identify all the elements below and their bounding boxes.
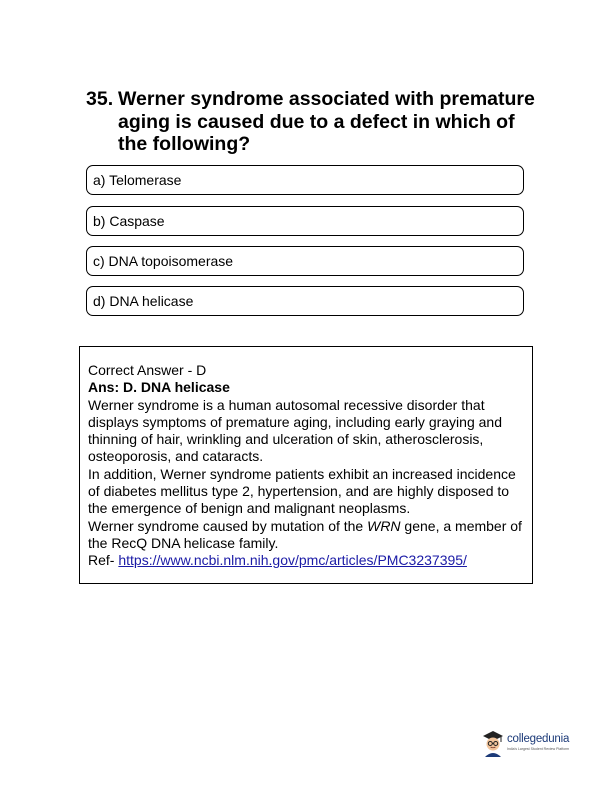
reference-line <box>88 552 524 569</box>
student-mascot-icon <box>482 728 504 758</box>
answer-explanation-box <box>79 346 533 584</box>
option-c[interactable]: c) DNA topoisomerase <box>86 246 524 276</box>
explanation-paragraph-3 <box>88 518 524 553</box>
question-heading <box>86 88 536 156</box>
collegedunia-logo <box>482 728 592 758</box>
logo-tagline: India's Largest Student Review Platform <box>507 747 570 751</box>
reference-label: Ref- <box>88 552 119 569</box>
correct-answer-line: Correct Answer - D <box>88 362 207 378</box>
paragraph-3-start: Werner syndrome caused by mutation of the <box>88 517 368 534</box>
gene-name: WRN <box>367 517 401 534</box>
reference-link[interactable]: https://www.ncbi.nlm.nih.gov/pmc/articles/PMC3237395/ <box>118 552 467 569</box>
option-b[interactable]: b) Caspase <box>86 206 524 236</box>
question-text: Werner syndrome associated with premature aging is caused due to a defect in which of the following? <box>118 88 535 155</box>
paragraph-3-end: gene, a member of the RecQ DNA helicase family. <box>88 517 522 551</box>
option-d[interactable]: d) DNA helicase <box>86 286 524 316</box>
option-a[interactable]: a) Telomerase <box>86 165 524 195</box>
explanation-paragraph-1: Werner syndrome is a human autosomal recessive disorder that displays symptoms of premature aging, including early graying and thinning of hair, wrinkling and ulceration of skin, atherosclerosis, osteoporosis, and cataracts. <box>88 396 502 465</box>
answer-title: Ans: D. DNA helicase <box>88 379 230 396</box>
logo-name: collegedunia <box>507 733 570 745</box>
explanation-paragraph-2: In addition, Werner syndrome patients exhibit an increased incidence of diabetes mellitus type 2, hypertension, and are highly disposed to the emergence of benign and malignant neoplasms. <box>88 465 516 517</box>
question-number: 35. <box>86 88 114 110</box>
